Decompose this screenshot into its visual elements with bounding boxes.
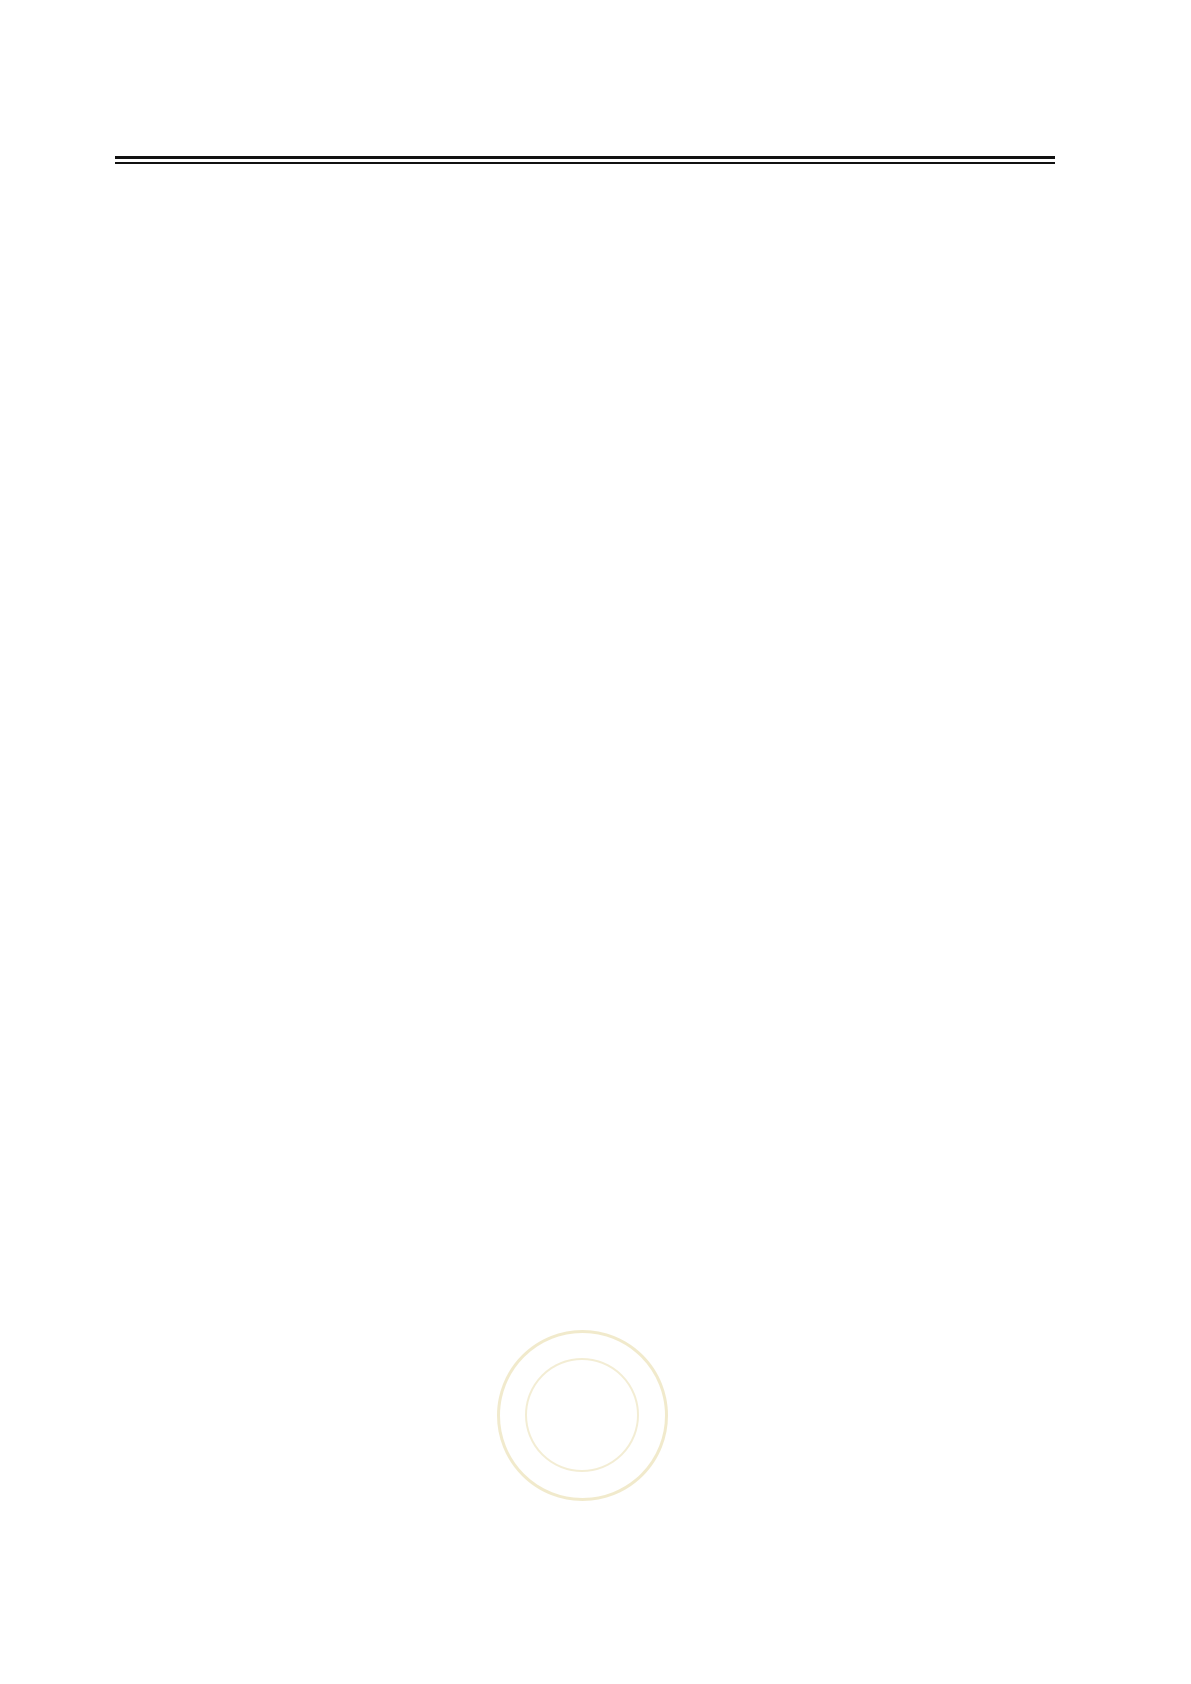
- header-rule-thick: [115, 156, 1055, 159]
- header-rule-thin: [115, 162, 1055, 164]
- watermark-seal: [497, 1330, 668, 1501]
- page-header: [115, 122, 1055, 152]
